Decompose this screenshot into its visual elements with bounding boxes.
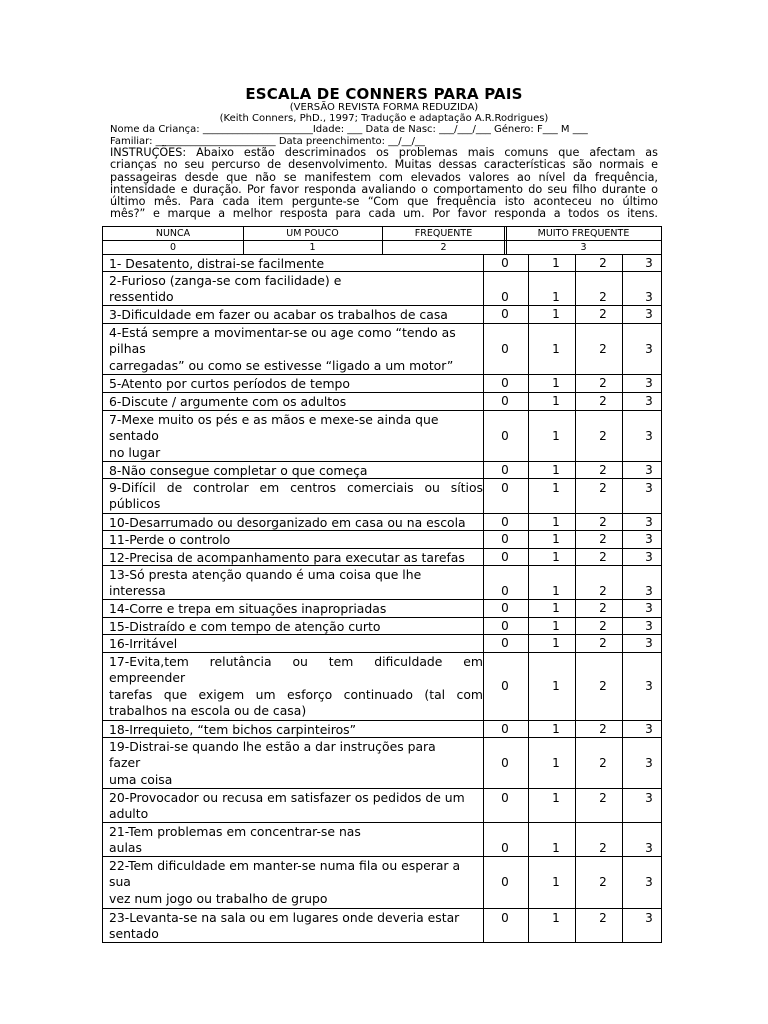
score-option-2[interactable]: 2	[599, 911, 607, 925]
key-label-um-pouco: UM POUCO	[286, 228, 339, 239]
document-subtitle: (VERSÃO REVISTA FORMA REDUZIDA)	[289, 102, 479, 113]
score-option-3[interactable]: 3	[645, 307, 653, 321]
score-option-3[interactable]: 3	[645, 342, 653, 356]
item-text-line: fazer	[109, 755, 141, 771]
score-option-2[interactable]: 2	[599, 722, 607, 736]
score-option-3[interactable]: 3	[645, 722, 653, 736]
score-option-1[interactable]: 1	[552, 791, 560, 805]
column-divider	[528, 566, 529, 599]
score-option-2[interactable]: 2	[599, 791, 607, 805]
item-text-line: trabalhos na escola ou de casa)	[109, 703, 307, 719]
item-text-line: uma coisa	[109, 771, 173, 787]
item-row	[103, 652, 661, 720]
score-option-2[interactable]: 2	[599, 256, 607, 270]
key-value: 2	[440, 242, 447, 253]
score-option-1[interactable]: 1	[552, 875, 560, 889]
item-text-line: sentado	[109, 926, 159, 942]
column-divider	[528, 272, 529, 305]
item-row	[103, 323, 661, 374]
score-option-1[interactable]: 1	[552, 463, 560, 477]
item-text	[109, 412, 483, 461]
score-option-2[interactable]: 2	[599, 619, 607, 633]
item-row	[103, 565, 661, 599]
item-row	[103, 737, 661, 788]
item-text-line: 17-Evita,tem relutância ou tem dificuldade em	[109, 654, 483, 669]
score-option-0[interactable]: 0	[501, 256, 509, 270]
score-option-3[interactable]: 3	[645, 550, 653, 564]
score-option-1[interactable]: 1	[552, 290, 560, 304]
score-option-1[interactable]: 1	[552, 376, 560, 390]
score-option-2[interactable]: 2	[599, 532, 607, 546]
column-divider	[528, 324, 529, 374]
column-divider	[528, 738, 529, 788]
score-option-2[interactable]: 2	[599, 290, 607, 304]
key-value: 1	[309, 242, 316, 253]
score-option-2[interactable]: 2	[599, 481, 607, 495]
item-text	[109, 307, 483, 323]
item-row	[103, 788, 661, 822]
score-option-3[interactable]: 3	[645, 619, 653, 633]
item-text-line: 9-Difícil de controlar em centros comerciais ou sítios	[109, 480, 483, 495]
item-text-line: aulas	[109, 840, 142, 856]
score-option-3[interactable]: 3	[645, 481, 653, 495]
column-divider	[528, 531, 529, 548]
score-option-0[interactable]: 0	[501, 791, 509, 805]
item-text	[109, 636, 483, 652]
item-text-line: 3-Dificuldade em fazer ou acabar os trabalhos de casa	[109, 307, 448, 322]
item-text-line: 8-Não consegue completar o que começa	[109, 463, 368, 478]
score-option-0[interactable]: 0	[501, 532, 509, 546]
score-option-1[interactable]: 1	[552, 550, 560, 564]
score-option-2[interactable]: 2	[599, 376, 607, 390]
column-divider	[528, 857, 529, 908]
score-option-1[interactable]: 1	[552, 722, 560, 736]
item-text-line: carregadas” ou como se estivesse “ligado a um motor”	[109, 357, 454, 373]
score-option-1[interactable]: 1	[552, 911, 560, 925]
score-option-1[interactable]: 1	[552, 679, 560, 693]
instructions-line: INSTRUÇÕES: Abaixo estão descriminados os problemas mais comuns que afectam as	[110, 146, 658, 159]
score-option-2[interactable]: 2	[599, 601, 607, 615]
item-text-line: adulto	[109, 806, 149, 822]
document-credit: (Keith Conners, PhD., 1997; Tradução e adaptação A.R.Rodrigues)	[219, 113, 549, 124]
item-text-line: públicos	[109, 496, 161, 512]
score-option-0[interactable]: 0	[501, 722, 509, 736]
item-text-line: sua	[109, 874, 131, 890]
score-option-2[interactable]: 2	[599, 394, 607, 408]
column-divider	[528, 909, 529, 942]
item-row	[103, 822, 661, 856]
item-row	[103, 392, 661, 410]
column-divider	[528, 462, 529, 478]
score-option-0[interactable]: 0	[501, 394, 509, 408]
item-text	[109, 790, 483, 823]
score-option-0[interactable]: 0	[501, 756, 509, 770]
item-text	[109, 567, 483, 600]
score-option-0[interactable]: 0	[501, 307, 509, 321]
score-option-0[interactable]: 0	[501, 376, 509, 390]
score-option-1[interactable]: 1	[552, 841, 560, 855]
item-row	[103, 461, 661, 478]
item-row	[103, 599, 661, 617]
key-label-muito-frequente: MUITO FREQUENTE	[537, 228, 630, 239]
item-text	[109, 480, 483, 513]
score-option-1[interactable]: 1	[552, 532, 560, 546]
score-option-2[interactable]: 2	[599, 307, 607, 321]
item-text-line: 19-Distrai-se quando lhe estão a dar instruções para	[109, 739, 436, 754]
item-text	[109, 722, 483, 738]
item-text-line: vez num jogo ou trabalho de grupo	[109, 890, 328, 906]
item-text	[109, 824, 483, 857]
score-option-1[interactable]: 1	[552, 394, 560, 408]
score-option-3[interactable]: 3	[645, 911, 653, 925]
score-option-0[interactable]: 0	[501, 550, 509, 564]
column-divider	[528, 411, 529, 461]
item-text	[109, 256, 483, 272]
score-option-2[interactable]: 2	[599, 584, 607, 598]
score-option-3[interactable]: 3	[645, 376, 653, 390]
key-value: 3	[580, 242, 587, 253]
score-option-0[interactable]: 0	[501, 619, 509, 633]
item-text-line: 23-Levanta-se na sala ou em lugares onde deveria estar	[109, 910, 460, 925]
score-option-3[interactable]: 3	[645, 515, 653, 529]
item-text	[109, 739, 483, 788]
item-text-line: 1- Desatento, distrai-se facilmente	[109, 256, 325, 271]
column-divider	[528, 721, 529, 737]
score-option-0[interactable]: 0	[501, 515, 509, 529]
column-divider	[528, 306, 529, 323]
column-divider	[528, 375, 529, 392]
item-text-line: pilhas	[109, 341, 146, 357]
score-option-0[interactable]: 0	[501, 911, 509, 925]
family-info-line: Familiar: ________________________ Data preenchimento: __/__/__	[110, 136, 425, 147]
score-option-3[interactable]: 3	[645, 256, 653, 270]
item-text	[109, 273, 483, 306]
item-text	[109, 376, 483, 392]
key-label-frequente: FREQUENTE	[414, 228, 473, 239]
item-text-line: 18-Irrequieto, “tem bichos carpinteiros”	[109, 722, 357, 737]
column-divider	[528, 255, 529, 271]
score-option-3[interactable]: 3	[645, 601, 653, 615]
column-divider	[528, 393, 529, 410]
instructions-line: intensidade e duração. Por favor responda avaliando o comportamento do seu filho durante o	[110, 182, 658, 196]
score-option-3[interactable]: 3	[645, 756, 653, 770]
item-text	[109, 325, 483, 374]
score-option-0[interactable]: 0	[501, 679, 509, 693]
column-divider	[528, 653, 529, 720]
item-row	[103, 634, 661, 652]
column-divider	[528, 635, 529, 652]
score-option-2[interactable]: 2	[599, 841, 607, 855]
item-text	[109, 910, 483, 943]
item-text	[109, 619, 483, 635]
score-option-3[interactable]: 3	[645, 679, 653, 693]
score-option-1[interactable]: 1	[552, 619, 560, 633]
score-option-2[interactable]: 2	[599, 550, 607, 564]
instructions-line: passageiras desde que não se manifestem com elevados valores ao nível da frequência,	[110, 170, 658, 184]
score-option-2[interactable]: 2	[599, 463, 607, 477]
instructions-line: mês?” e marque a melhor resposta para cada um. Por favor responda a todos os itens.	[110, 207, 658, 221]
column-divider	[528, 618, 529, 634]
score-option-0[interactable]: 0	[501, 584, 509, 598]
score-option-1[interactable]: 1	[552, 256, 560, 270]
item-text	[109, 463, 483, 479]
score-option-3[interactable]: 3	[645, 841, 653, 855]
item-text-line: 13-Só presta atenção quando é uma coisa que lhe	[109, 567, 422, 582]
score-option-0[interactable]: 0	[501, 841, 509, 855]
score-option-0[interactable]: 0	[501, 601, 509, 615]
column-divider	[528, 514, 529, 530]
score-option-3[interactable]: 3	[645, 394, 653, 408]
item-text-line: 14-Corre e trepa em situações inapropriadas	[109, 601, 387, 616]
key-value: 0	[169, 242, 177, 253]
score-option-3[interactable]: 3	[645, 791, 653, 805]
score-option-1[interactable]: 1	[552, 584, 560, 598]
item-text-line: 22-Tem dificuldade em manter-se numa fila ou esperar a	[109, 858, 461, 873]
item-text-line: 16-Irritável	[109, 636, 178, 651]
item-row	[103, 720, 661, 737]
document-title: ESCALA DE CONNERS PARA PAIS	[245, 85, 523, 103]
item-text-line: 15-Distraído e com tempo de atenção curto	[109, 619, 381, 634]
item-text	[109, 550, 483, 566]
score-option-0[interactable]: 0	[501, 636, 509, 650]
score-option-1[interactable]: 1	[552, 756, 560, 770]
item-text-line: empreender	[109, 670, 186, 686]
item-row	[103, 271, 661, 305]
score-option-1[interactable]: 1	[552, 481, 560, 495]
instructions-paragraph	[110, 147, 658, 221]
column-divider	[528, 789, 529, 822]
score-option-0[interactable]: 0	[501, 342, 509, 356]
score-option-3[interactable]: 3	[645, 636, 653, 650]
item-text-line: no lugar	[109, 444, 161, 460]
column-divider	[528, 600, 529, 617]
score-option-2[interactable]: 2	[599, 429, 607, 443]
item-text	[109, 601, 483, 617]
score-option-1[interactable]: 1	[552, 307, 560, 321]
item-row	[103, 513, 661, 530]
item-row	[103, 617, 661, 634]
item-row	[103, 548, 661, 565]
item-text-line: 20-Provocador ou recusa em satisfazer os pedidos de um	[109, 790, 465, 805]
items-table	[102, 254, 662, 943]
score-option-0[interactable]: 0	[501, 481, 509, 495]
scale-key-table	[102, 226, 662, 255]
item-text-line: 2-Furioso (zanga-se com facilidade) e	[109, 273, 342, 288]
item-text-line: 7-Mexe muito os pés e as mãos e mexe-se ainda que	[109, 412, 439, 427]
score-option-3[interactable]: 3	[645, 290, 653, 304]
score-option-0[interactable]: 0	[501, 463, 509, 477]
item-row	[103, 254, 661, 271]
item-row	[103, 410, 661, 461]
item-text	[109, 515, 483, 531]
item-text	[109, 654, 483, 720]
instructions-line: crianças no seu percurso de desenvolvimento. Muitas dessas características são normais e	[110, 158, 658, 172]
item-text	[109, 394, 483, 410]
item-text-line: tarefas que exigem um esforço continuado (tal com	[109, 686, 483, 702]
score-option-2[interactable]: 2	[599, 342, 607, 356]
column-divider	[528, 823, 529, 856]
item-text-line: 10-Desarrumado ou desorganizado em casa ou na escola	[109, 515, 466, 530]
score-option-3[interactable]: 3	[645, 429, 653, 443]
score-option-1[interactable]: 1	[552, 515, 560, 529]
score-option-2[interactable]: 2	[599, 679, 607, 693]
item-text-line: 5-Atento por curtos períodos de tempo	[109, 376, 350, 391]
item-text-line: 12-Precisa de acompanhamento para executar as tarefas	[109, 550, 465, 565]
score-option-2[interactable]: 2	[599, 636, 607, 650]
item-row	[103, 305, 661, 323]
item-text-line: 6-Discute / argumente com os adultos	[109, 394, 347, 409]
score-option-0[interactable]: 0	[501, 429, 509, 443]
score-option-1[interactable]: 1	[552, 636, 560, 650]
item-text-line: interessa	[109, 583, 166, 599]
score-option-2[interactable]: 2	[599, 756, 607, 770]
score-option-0[interactable]: 0	[501, 290, 509, 304]
item-text-line: ressentido	[109, 289, 174, 305]
score-option-2[interactable]: 2	[599, 515, 607, 529]
item-row	[103, 530, 661, 548]
score-option-2[interactable]: 2	[599, 875, 607, 889]
child-info-line: Nome da Criança: ______________________Idade: ___ Data de Nasc: ___/___/___ Género: F___ M ___	[110, 124, 588, 135]
item-row	[103, 374, 661, 392]
item-text	[109, 532, 483, 548]
score-option-3[interactable]: 3	[645, 532, 653, 546]
score-option-3[interactable]: 3	[645, 875, 653, 889]
score-option-1[interactable]: 1	[552, 342, 560, 356]
score-option-1[interactable]: 1	[552, 429, 560, 443]
score-option-0[interactable]: 0	[501, 875, 509, 889]
item-text	[109, 858, 483, 907]
score-option-1[interactable]: 1	[552, 601, 560, 615]
score-option-3[interactable]: 3	[645, 463, 653, 477]
item-row	[103, 478, 661, 513]
item-text-line: 21-Tem problemas em concentrar-se nas	[109, 824, 361, 839]
item-row	[103, 856, 661, 908]
item-text-line: 11-Perde o controlo	[109, 532, 231, 547]
score-option-3[interactable]: 3	[645, 584, 653, 598]
item-text-line: sentado	[109, 428, 159, 444]
column-divider	[528, 479, 529, 513]
key-label-nunca: NUNCA	[155, 228, 191, 239]
instructions-line: último mês. Para cada item pergunte-se “Com que frequência isto aconteceu no último	[110, 195, 658, 209]
column-divider	[528, 549, 529, 565]
item-row	[103, 908, 661, 942]
item-text-line: 4-Está sempre a movimentar-se ou age como “tendo as	[109, 325, 456, 340]
